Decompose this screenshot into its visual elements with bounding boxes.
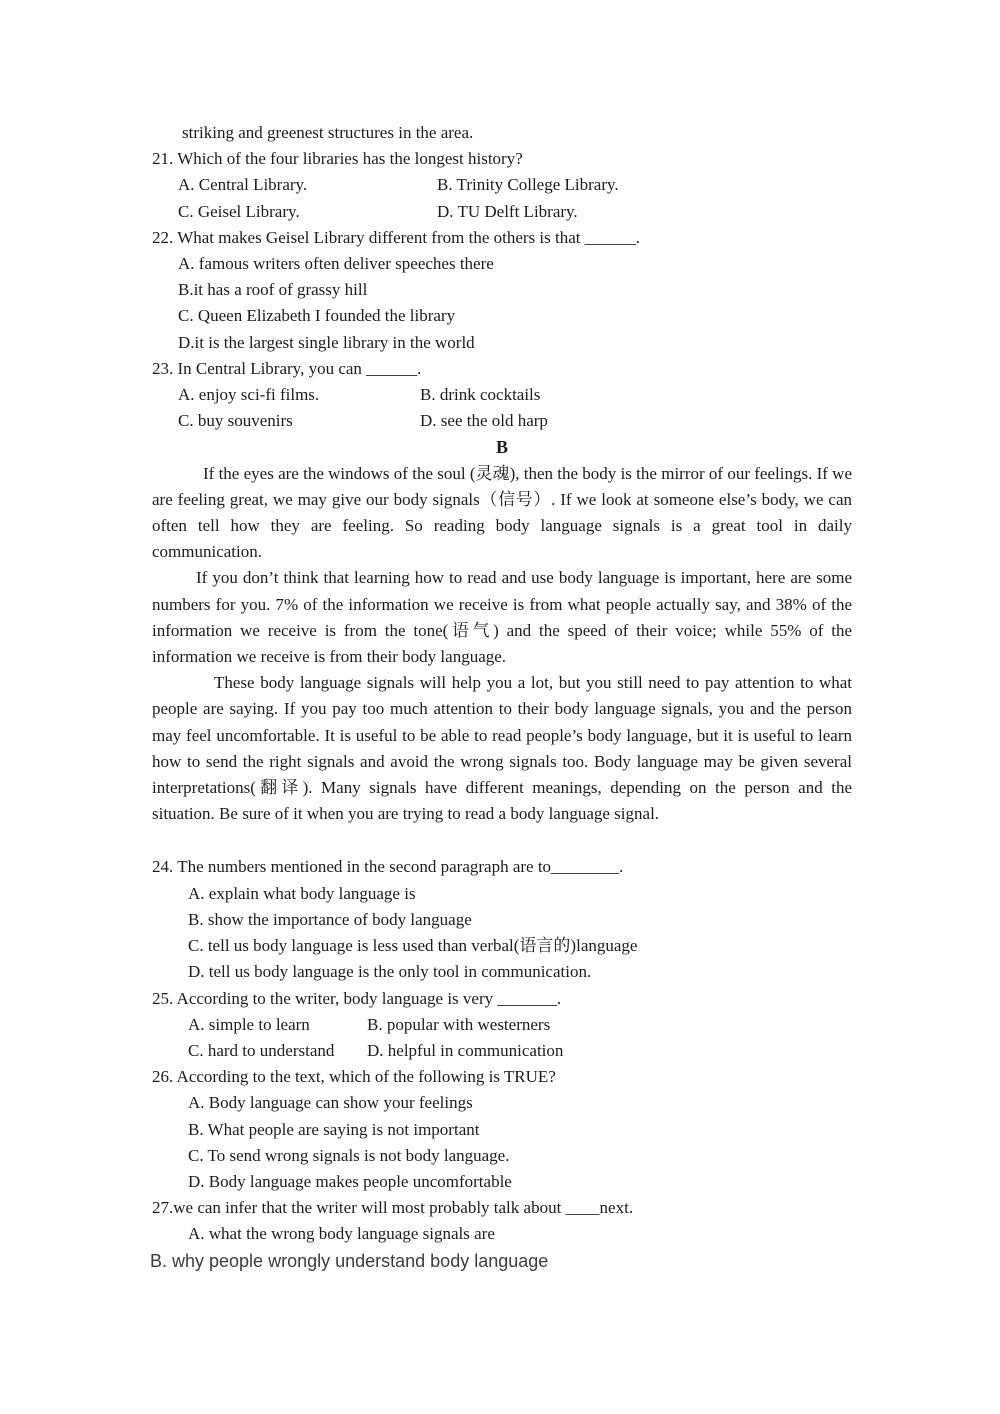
blank-line-spacer	[152, 827, 852, 854]
question-25-options-row-2	[152, 1038, 852, 1064]
question-22-option-b: B.it has a roof of grassy hill	[178, 280, 368, 300]
question-21-stem: 21. Which of the four libraries has the longest history?	[152, 149, 523, 169]
question-24-stem: 24. The numbers mentioned in the second paragraph are to________.	[152, 857, 624, 877]
passage-paragraph-1: If the eyes are the windows of the soul (灵魂), then the body is the mirror of our feelings. If we are feeling great, we may give our body signals（信号）. If we look at someone else’s body, we can often tell how they are feeling. So reading body language signals is a great tool in daily communication.	[152, 463, 852, 562]
question-26-option-a: A. Body language can show your feelings	[188, 1093, 473, 1113]
question-22-option-d: D.it is the largest single library in the world	[178, 332, 475, 352]
question-27-stem: 27.we can infer that the writer will most probably talk about ____next.	[152, 1198, 634, 1218]
question-25-option-b: B. popular with westerners	[367, 1014, 551, 1034]
question-22-option-a: A. famous writers often deliver speeches there	[178, 254, 494, 274]
question-22-option-c: C. Queen Elizabeth I founded the library	[178, 306, 456, 326]
passage-paragraph-2: If you don’t think that learning how to read and use body language is important, here are some numbers for you. 7% of the information we receive is from what people actually say, and 38% of the information we receive is from the tone(语气) and the speed of their voice; while 55% of the information we receive is from their body language.	[152, 568, 852, 667]
exam-content	[152, 120, 852, 1274]
question-26-option-d: D. Body language makes people uncomfortable	[188, 1171, 512, 1191]
question-23-stem: 23. In Central Library, you can ______.	[152, 358, 422, 378]
question-21-option-d: D. TU Delft Library.	[437, 201, 578, 221]
question-22-stem: 22. What makes Geisel Library different from the others is that ______.	[152, 227, 640, 247]
passage-paragraph-3: These body language signals will help you a lot, but you still need to pay attention to what people are saying. If you pay too much attention to their body language signals, you and the person may feel uncomfortable. It is useful to be able to read people’s body language, but it is useful to learn how to send the right signals and avoid the wrong signals too. Body language may be given several interpretations(翻译). Many signals have different meanings, depending on the person and the situation. Be sure of it when you are trying to read a body language signal.	[152, 673, 852, 824]
question-25-options-row-1	[152, 1012, 852, 1038]
question-23-option-d: D. see the old harp	[420, 411, 548, 431]
question-24-option-b: B. show the importance of body language	[188, 909, 472, 929]
question-24-option-c: C. tell us body language is less used than verbal(语言的)language	[188, 936, 638, 956]
question-21-options-row-1	[152, 172, 852, 198]
question-25-option-a: A. simple to learn	[188, 1014, 310, 1034]
question-21-option-c: C. Geisel Library.	[178, 201, 300, 221]
question-23-options-row-2	[152, 408, 852, 434]
question-25-stem: 25. According to the writer, body language is very _______.	[152, 988, 562, 1008]
question-26-stem: 26. According to the text, which of the following is TRUE?	[152, 1067, 556, 1087]
question-25-option-d: D. helpful in communication	[367, 1040, 564, 1060]
question-27-option-a: A. what the wrong body language signals are	[188, 1224, 495, 1244]
question-23-option-b: B. drink cocktails	[420, 385, 541, 405]
passage-section-header: B	[495, 437, 508, 458]
question-25-option-c: C. hard to understand	[188, 1040, 335, 1060]
question-24-option-d: D. tell us body language is the only tool in communication.	[188, 962, 592, 982]
question-23-option-c: C. buy souvenirs	[178, 411, 293, 431]
question-21-option-b: B. Trinity College Library.	[437, 175, 619, 195]
question-24-option-a: A. explain what body language is	[188, 883, 416, 903]
question-26-option-c: C. To send wrong signals is not body language.	[188, 1145, 510, 1165]
question-27-option-b: B. why people wrongly understand body language	[150, 1250, 549, 1271]
continuation-line: striking and greenest structures in the area.	[182, 123, 474, 142]
question-21-option-a: A. Central Library.	[178, 175, 308, 195]
question-23-options-row-1	[152, 382, 852, 408]
question-26-option-b: B. What people are saying is not important	[188, 1119, 480, 1139]
question-21-options-row-2	[152, 199, 852, 225]
question-23-option-a: A. enjoy sci-fi films.	[178, 385, 320, 405]
